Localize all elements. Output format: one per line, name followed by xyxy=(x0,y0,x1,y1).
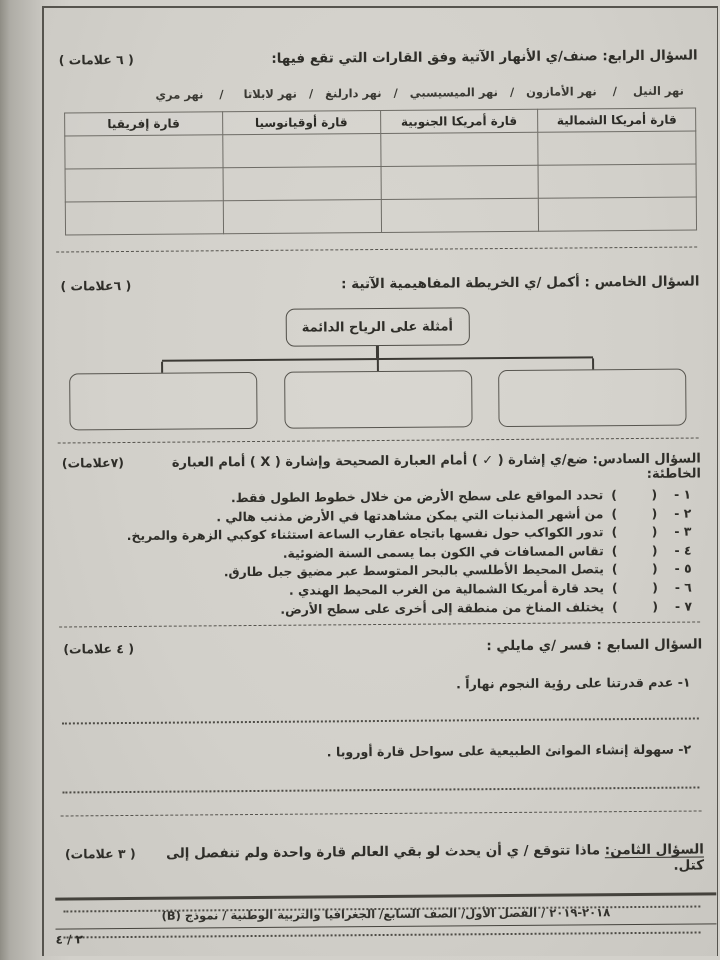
section-divider xyxy=(56,247,697,253)
footer-strip xyxy=(55,892,716,929)
table-row xyxy=(65,197,696,235)
table-row xyxy=(65,131,696,169)
question6-header xyxy=(56,450,701,486)
item-number: ٧ - xyxy=(674,598,693,614)
column-north-america: قارة أمريكا الشمالية xyxy=(538,108,696,132)
list-item xyxy=(57,597,692,621)
section-divider xyxy=(61,811,702,817)
answer-line[interactable] xyxy=(62,787,699,794)
question8-marks: ( ٣ علامات) xyxy=(64,846,136,862)
page-content xyxy=(40,5,720,958)
concept-root-box: أمثلة على الرياح الدائمة xyxy=(285,307,469,346)
answer-slot[interactable]: ( ) xyxy=(611,561,658,577)
concept-answer-box[interactable] xyxy=(69,372,257,430)
question6-title xyxy=(124,451,701,486)
item-statement: يختلف المناخ من منطقة إلى أخرى على سطح الأرض. xyxy=(280,598,605,617)
item-number: ٤ - xyxy=(674,542,692,558)
exam-page xyxy=(42,6,718,956)
answer-slot[interactable]: ( ) xyxy=(611,486,658,503)
explain-item-2: ٢- سهولة إنشاء الموانئ الطبيعية على سواحل قارة أوروبا . xyxy=(326,741,692,760)
question5-marks: ( ٦علامات ) xyxy=(60,277,132,294)
question7-marks: ( ٤ علامات) xyxy=(63,641,135,657)
item-statement: تقاس المسافات في الكون بما يسمى السنة الضوئية. xyxy=(282,543,604,561)
question6-text: ضع/ي إشارة ( ✓ ) أمام العبارة الصحيحة وإشارة ( X ) أمام العبارة الخاطئة: xyxy=(171,452,702,482)
explain-item-1: ١- عدم قدرتنا على رؤية النجوم نهاراً . xyxy=(455,674,691,692)
question4-marks: ( ٦ علامات ) xyxy=(58,51,134,68)
item-statement: تحدد المواقع على سطح الأرض من خلال خطوط الطول فقط. xyxy=(230,487,604,506)
question8-header xyxy=(59,842,704,879)
answer-cell[interactable] xyxy=(65,135,223,169)
item-statement: من أشهر المذنبات التي يمكن مشاهدتها في الأرض مذنب هالي . xyxy=(216,505,604,524)
item-number: ١ - xyxy=(673,486,692,502)
connector-drop xyxy=(376,360,378,371)
answer-cell[interactable] xyxy=(223,166,381,200)
connector-drop xyxy=(592,358,594,369)
continents-table xyxy=(64,108,697,236)
question7-lead: السؤال السابع : xyxy=(596,636,703,654)
question5-lead: السؤال الخامس : xyxy=(584,273,700,291)
item-statement: يتصل المحيط الأطلسي بالبحر المتوسط عبر مضيق جبل طارق. xyxy=(223,561,604,580)
question7-title xyxy=(486,637,702,655)
section-divider xyxy=(59,622,700,628)
answer-cell[interactable] xyxy=(539,197,697,231)
answer-cell[interactable] xyxy=(380,132,538,166)
rivers-list: نهر النيل / نهر الأمازون / نهر الميسيسبي / نهر دارلنغ / نهر لابلاتا / نهر مري xyxy=(155,83,684,102)
table-row xyxy=(65,164,696,202)
item-statement: يحد قارة أمريكا الشمالية من الغرب المحيط الهندي . xyxy=(288,580,605,598)
footer-text: ٢٠١٨-٢٠١٩ / الفصل الأول/ الصف السابع/ الجغرافيا والتربية الوطنية / نموذج (B) xyxy=(161,905,611,923)
answer-line[interactable] xyxy=(62,718,699,725)
item-number: ٥ - xyxy=(674,560,692,577)
question4-title xyxy=(271,47,697,66)
answer-cell[interactable] xyxy=(538,164,696,198)
answer-slot[interactable]: ( ) xyxy=(611,542,658,558)
question6-lead: السؤال السادس: xyxy=(592,451,701,468)
connector-stem xyxy=(376,346,378,358)
question5-text: أكمل /ي الخريطة المفاهيمية الآتية : xyxy=(341,274,580,293)
question7-header xyxy=(57,637,702,658)
question7-text: فسر /ي مايلي : xyxy=(486,637,592,655)
answer-cell[interactable] xyxy=(381,165,539,199)
section-divider xyxy=(58,437,699,443)
question4-text: صنف/ي الأنهار الآتية وفق القارات التي تقع فيها: xyxy=(271,48,598,67)
page-footer xyxy=(55,892,716,946)
answer-slot[interactable]: ( ) xyxy=(611,505,658,521)
column-africa: قارة إفريقيا xyxy=(65,112,223,136)
answer-cell[interactable] xyxy=(65,168,223,202)
item-number: ٦ - xyxy=(674,579,692,595)
answer-cell[interactable] xyxy=(223,199,381,233)
answer-slot[interactable]: ( ) xyxy=(611,524,658,540)
answer-cell[interactable] xyxy=(538,131,696,165)
concept-answer-box[interactable] xyxy=(284,370,472,428)
question5-title xyxy=(341,273,699,292)
concept-map xyxy=(55,305,701,430)
question4-lead: السؤال الرابع: xyxy=(602,47,698,65)
question8-title xyxy=(136,842,704,878)
question5-header xyxy=(54,273,699,294)
question8-text: ماذا تتوقع / ي أن يحدث لو بقي العالم قارة واحدة ولم تنفصل إلى كتل. xyxy=(165,842,705,874)
connector-drop xyxy=(161,362,163,373)
connector-bar xyxy=(162,356,593,361)
question6-marks: (٧علامات) xyxy=(61,455,125,471)
column-oceania: قارة أوقيانوسيا xyxy=(222,110,380,134)
answer-slot[interactable]: ( ) xyxy=(611,579,658,596)
item-statement: تدور الكواكب حول نفسها باتجاه عقارب الساعة استثناء كوكبي الزهرة والمريخ. xyxy=(126,524,604,544)
question8-lead: السؤال الثامن: xyxy=(604,841,704,859)
item-number: ٣ - xyxy=(674,523,692,539)
answer-slot[interactable]: ( ) xyxy=(612,598,659,614)
page-number: ٤ / ٢ xyxy=(55,932,84,947)
answer-cell[interactable] xyxy=(65,201,223,235)
concept-answer-box[interactable] xyxy=(498,369,686,427)
question4-header xyxy=(53,47,698,68)
true-false-list xyxy=(56,486,692,621)
column-south-america: قارة أمريكا الجنوبية xyxy=(380,109,538,133)
concept-children xyxy=(55,368,700,430)
answer-cell[interactable] xyxy=(223,133,381,167)
answer-cell[interactable] xyxy=(381,198,539,232)
item-number: ٢ - xyxy=(674,505,692,521)
